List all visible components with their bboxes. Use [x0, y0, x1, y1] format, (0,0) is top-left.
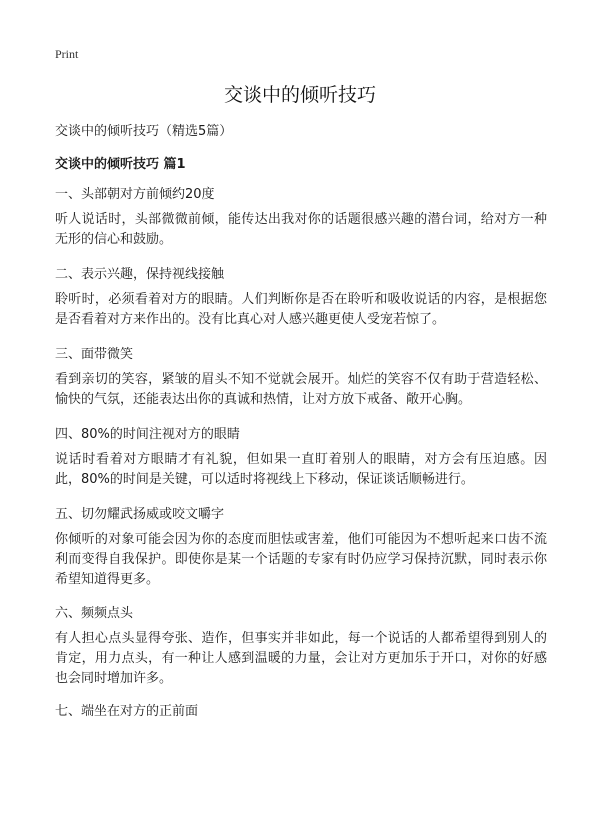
item-heading-1: 一、头部朝对方前倾约20度 — [55, 187, 215, 202]
item-body-6: 有人担心点头显得夸张、造作，但事实并非如此，每一个说话的人都希望得到别人的肯定，用力点头，有一种让人感到温暖的力量，会让对方更加乐于开口，对你的好感也会同时增加许多。 — [55, 631, 547, 686]
item-heading-4: 四、80%的时间注视对方的眼睛 — [55, 427, 240, 442]
section-title: 交谈中的倾听技巧 篇1 — [55, 157, 186, 172]
item-heading-7: 七、端坐在对方的正前面 — [55, 704, 199, 719]
item-heading-2: 二、表示兴趣，保持视线接触 — [55, 267, 225, 282]
document-subtitle: 交谈中的倾听技巧（精选5篇） — [55, 124, 233, 139]
item-body-2: 聆听时，必须看着对方的眼睛。人们判断你是否在聆听和吸收说话的内容，是根据您是否看着对方来作出的。没有比真心对人感兴趣更使人受宠若惊了。 — [55, 292, 547, 327]
item-heading-3: 三、面带微笑 — [55, 347, 134, 362]
item-heading-5: 五、切勿耀武扬威或咬文嚼字 — [55, 507, 225, 522]
item-body-5: 你倾听的对象可能会因为你的态度而胆怯或害羞，他们可能因为不想听起来口齿不流利而变得自我保护。即使你是某一个话题的专家有时仍应学习保持沉默，同时表示你希望知道得更多。 — [55, 532, 547, 587]
print-label[interactable]: Print — [55, 47, 79, 61]
item-heading-6: 六、频频点头 — [55, 606, 134, 621]
item-body-3: 看到亲切的笑容，紧皱的眉头不知不觉就会展开。灿烂的笑容不仅有助于营造轻松、愉快的气氛，还能表达出你的真诚和热情，让对方放下戒备、敞开心胸。 — [55, 372, 547, 407]
page-title: 交谈中的倾听技巧 — [223, 84, 376, 106]
item-body-4: 说话时看着对方眼睛才有礼貌，但如果一直盯着别人的眼睛，对方会有压迫感。因此，80%的时间是关键，可以适时将视线上下移动，保证谈话顺畅进行。 — [55, 452, 547, 487]
item-body-1: 听人说话时，头部微微前倾，能传达出我对你的话题很感兴趣的潜台词，给对方一种无形的信心和鼓励。 — [55, 212, 547, 247]
